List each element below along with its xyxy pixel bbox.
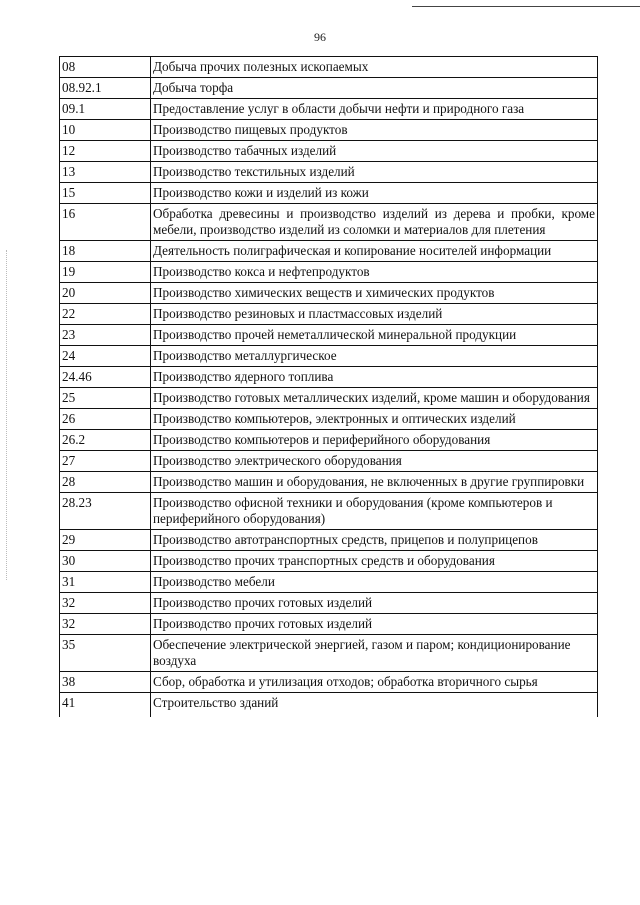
activity-code: 23 xyxy=(60,325,151,346)
activity-code: 28 xyxy=(60,472,151,493)
activity-code: 12 xyxy=(60,141,151,162)
okved-table xyxy=(59,56,598,717)
activity-name: Производство табачных изделий xyxy=(151,141,598,162)
table-row xyxy=(60,325,598,346)
activity-name: Добыча прочих полезных ископаемых xyxy=(151,57,598,78)
activity-code: 41 xyxy=(60,693,151,718)
activity-name: Производство машин и оборудования, не включенных в другие группировки xyxy=(151,472,598,493)
activity-code: 15 xyxy=(60,183,151,204)
activity-name: Производство готовых металлических изделий, кроме машин и оборудования xyxy=(151,388,598,409)
activity-name: Производство кожи и изделий из кожи xyxy=(151,183,598,204)
activity-name: Производство прочих готовых изделий xyxy=(151,593,598,614)
table-row xyxy=(60,262,598,283)
table-row xyxy=(60,593,598,614)
activity-name: Производство автотранспортных средств, прицепов и полуприцепов xyxy=(151,530,598,551)
activity-name: Производство металлургическое xyxy=(151,346,598,367)
activity-code: 38 xyxy=(60,672,151,693)
activity-name: Производство резиновых и пластмассовых изделий xyxy=(151,304,598,325)
table-row xyxy=(60,57,598,78)
table-row xyxy=(60,346,598,367)
activity-name: Производство кокса и нефтепродуктов xyxy=(151,262,598,283)
activity-code: 26.2 xyxy=(60,430,151,451)
activity-name: Обработка древесины и производство изделий из дерева и пробки, кроме мебели, производство изделий из соломки и материалов для плетения xyxy=(151,204,598,241)
top-rule xyxy=(412,6,640,7)
activity-name: Производство компьютеров, электронных и оптических изделий xyxy=(151,409,598,430)
table-row xyxy=(60,672,598,693)
activity-name: Сбор, обработка и утилизация отходов; обработка вторичного сырья xyxy=(151,672,598,693)
activity-name: Производство прочих готовых изделий xyxy=(151,614,598,635)
activity-name: Производство офисной техники и оборудования (кроме компьютеров и периферийного оборудования) xyxy=(151,493,598,530)
table-row xyxy=(60,204,598,241)
activity-code: 26 xyxy=(60,409,151,430)
table-row xyxy=(60,451,598,472)
table-row xyxy=(60,530,598,551)
activity-code: 32 xyxy=(60,614,151,635)
activity-name: Производство пищевых продуктов xyxy=(151,120,598,141)
table-row xyxy=(60,304,598,325)
activity-code: 32 xyxy=(60,593,151,614)
table-row xyxy=(60,388,598,409)
activity-code: 10 xyxy=(60,120,151,141)
table-row xyxy=(60,430,598,451)
activity-code: 22 xyxy=(60,304,151,325)
activity-code: 08.92.1 xyxy=(60,78,151,99)
table-row xyxy=(60,99,598,120)
table-row xyxy=(60,141,598,162)
activity-name: Производство прочих транспортных средств и оборудования xyxy=(151,551,598,572)
table-row xyxy=(60,551,598,572)
table-row xyxy=(60,78,598,99)
activity-name: Производство текстильных изделий xyxy=(151,162,598,183)
table-row xyxy=(60,493,598,530)
activity-code: 29 xyxy=(60,530,151,551)
table-row xyxy=(60,283,598,304)
activity-code: 35 xyxy=(60,635,151,672)
activity-code: 24.46 xyxy=(60,367,151,388)
table-row xyxy=(60,162,598,183)
activity-name: Производство компьютеров и периферийного оборудования xyxy=(151,430,598,451)
activity-code: 27 xyxy=(60,451,151,472)
activity-name: Деятельность полиграфическая и копирование носителей информации xyxy=(151,241,598,262)
activity-code: 28.23 xyxy=(60,493,151,530)
activity-code: 09.1 xyxy=(60,99,151,120)
activity-code: 13 xyxy=(60,162,151,183)
table-row xyxy=(60,614,598,635)
activity-name: Производство прочей неметаллической минеральной продукции xyxy=(151,325,598,346)
table-row xyxy=(60,183,598,204)
table-row xyxy=(60,409,598,430)
table-row xyxy=(60,693,598,718)
table-row xyxy=(60,367,598,388)
activity-name: Добыча торфа xyxy=(151,78,598,99)
activity-name: Производство химических веществ и химических продуктов xyxy=(151,283,598,304)
table-row xyxy=(60,241,598,262)
okved-table-body xyxy=(60,57,598,718)
table-row xyxy=(60,120,598,141)
activity-code: 30 xyxy=(60,551,151,572)
activity-code: 08 xyxy=(60,57,151,78)
table-row xyxy=(60,635,598,672)
table-row xyxy=(60,472,598,493)
activity-name: Строительство зданий xyxy=(151,693,598,718)
activity-name: Производство мебели xyxy=(151,572,598,593)
activity-name: Обеспечение электрической энергией, газом и паром; кондиционирование воздуха xyxy=(151,635,598,672)
activity-code: 18 xyxy=(60,241,151,262)
activity-name: Производство электрического оборудования xyxy=(151,451,598,472)
activity-code: 24 xyxy=(60,346,151,367)
table-row xyxy=(60,572,598,593)
activity-name: Производство ядерного топлива xyxy=(151,367,598,388)
activity-code: 25 xyxy=(60,388,151,409)
binding-margin-dots xyxy=(6,250,7,580)
activity-code: 31 xyxy=(60,572,151,593)
page-number: 96 xyxy=(314,30,326,44)
activity-name: Предоставление услуг в области добычи нефти и природного газа xyxy=(151,99,598,120)
activity-code: 19 xyxy=(60,262,151,283)
activity-code: 16 xyxy=(60,204,151,241)
activity-code: 20 xyxy=(60,283,151,304)
